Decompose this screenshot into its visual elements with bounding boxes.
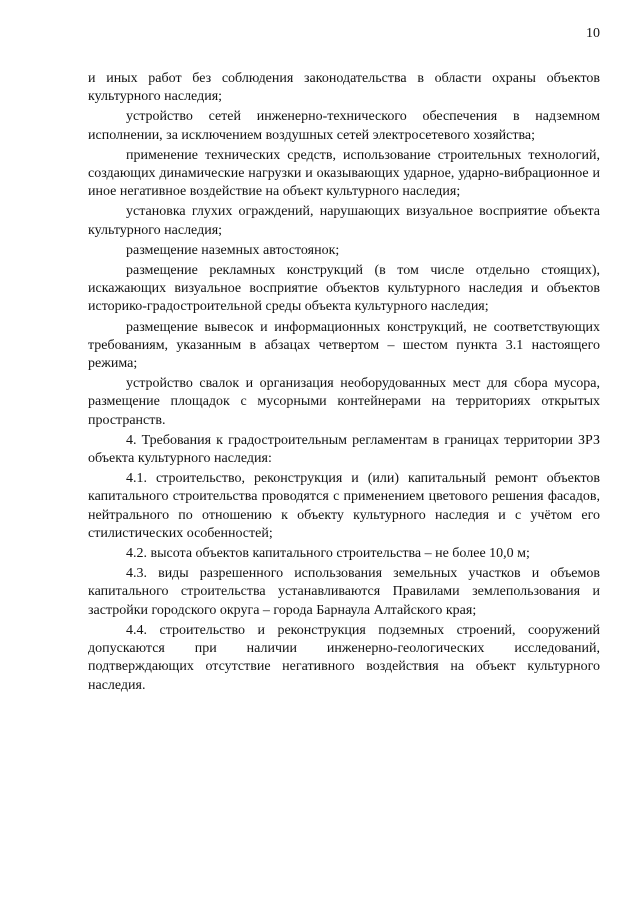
paragraph-section-4: 4. Требования к градостроительным регламентам в границах территории ЗРЗ объекта культурного наследия:: [88, 432, 600, 467]
paragraph-parking: размещение наземных автостоянок;: [126, 242, 340, 258]
paragraph-continuation: и иных работ без соблюдения законодательства в области охраны объектов культурного наследия;: [88, 71, 600, 105]
paragraph-engineering-networks: устройство сетей инженерно-технического обеспечения в надземном исполнении, за исключением воздушных сетей электросетевого хозяйства;: [88, 109, 600, 143]
document-body: [88, 70, 600, 697]
paragraph-waste: устройство свалок и организация необорудованных мест для сбора мусора, размещение площадок с мусорными контейнерами на территориях открытых пространств.: [88, 376, 600, 428]
paragraph-technical-means: применение технических средств, использование строительных технологий, создающих динамические нагрузки и оказывающих ударное, ударно-вибрационное и иное негативное воздействие на объект культурного наследия;: [88, 147, 600, 200]
paragraph-4-2: 4.2. высота объектов капитального строительства – не более 10,0 м;: [126, 546, 530, 562]
paragraph-fences: установка глухих ограждений, нарушающих визуальное восприятие объекта культурного наследия;: [88, 204, 600, 238]
page-number: 10: [586, 26, 600, 41]
paragraph-4-1: 4.1. строительство, реконструкция и (или) капитальный ремонт объектов капитального строительства проводятся с применением цветового решения фасадов, нейтрального по отношению к объекту культурного наследия и с учётом его стилистических особенностей;: [88, 471, 600, 541]
paragraph-signage: размещение вывесок и информационных конструкций, не соответствующих требованиям, указанным в абзацах четвертом – шестом пункта 3.1 настоящего режима;: [88, 319, 600, 372]
paragraph-4-3: 4.3. виды разрешенного использования земельных участков и объемов капитального строительства устанавливаются Правилами землепользования и застройки городского округа – города Барнаула Алтайского края;: [88, 566, 600, 618]
paragraph-4-4: 4.4. строительство и реконструкция подземных строений, сооружений допускаются при наличии инженерно-геологических исследований, подтверждающих отсутствие негативного воздействия на объект культурного наследия.: [88, 622, 600, 693]
paragraph-advertising: размещение рекламных конструкций (в том числе отдельно стоящих), искажающих визуальное восприятие объектов культурного наследия и объектов историко-градостроительной среды объекта культурного наследия;: [88, 263, 600, 315]
